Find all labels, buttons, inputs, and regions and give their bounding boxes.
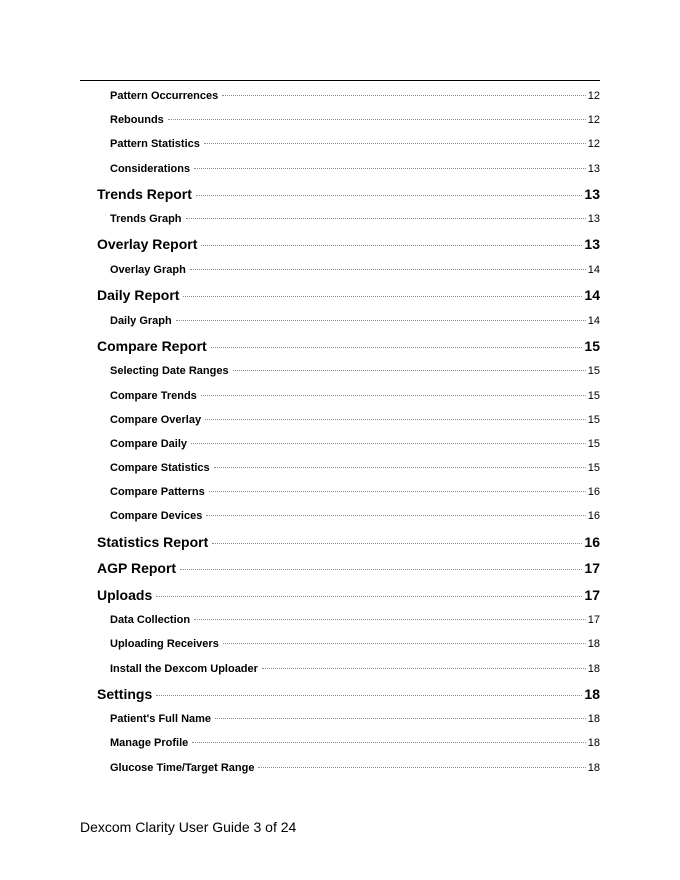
toc-entry-page-number: 13 xyxy=(584,236,600,253)
toc-entry-page-number: 14 xyxy=(587,314,600,327)
page-footer: Dexcom Clarity User Guide 3 of 24 xyxy=(80,819,297,835)
toc-entry-title: Compare Devices xyxy=(110,510,203,523)
toc-subsection-entry[interactable] xyxy=(80,608,600,632)
toc-subsection-entry[interactable] xyxy=(80,731,600,755)
toc-entry-page-number: 17 xyxy=(587,614,600,627)
toc-section-entry[interactable] xyxy=(80,333,600,360)
toc-entry-title: Statistics Report xyxy=(97,533,209,550)
toc-subsection-entry[interactable] xyxy=(80,108,600,132)
toc-entry-page-number: 15 xyxy=(587,462,600,475)
toc-entry-page-number: 12 xyxy=(587,114,600,127)
toc-entry-title: Trends Graph xyxy=(110,213,182,226)
toc-dot-leader xyxy=(222,95,586,96)
toc-entry-title: Manage Profile xyxy=(110,737,189,750)
toc-dot-leader xyxy=(192,742,586,743)
toc-dot-leader xyxy=(156,695,582,696)
toc-dot-leader xyxy=(209,491,586,492)
toc-entry-page-number: 13 xyxy=(587,162,600,175)
toc-entry-title: Settings xyxy=(97,685,153,702)
toc-subsection-entry[interactable] xyxy=(80,456,600,480)
toc-entry-page-number: 18 xyxy=(587,761,600,774)
toc-entry-page-number: 15 xyxy=(587,389,600,402)
toc-entry-title: Compare Daily xyxy=(110,437,188,450)
toc-subsection-entry[interactable] xyxy=(80,657,600,681)
toc-subsection-entry[interactable] xyxy=(80,84,600,108)
toc-entry-title: Pattern Occurrences xyxy=(110,90,219,102)
toc-entry-page-number: 13 xyxy=(584,185,600,202)
toc-entry-title: Data Collection xyxy=(110,614,191,627)
toc-entry-page-number: 15 xyxy=(587,365,600,378)
toc-dot-leader xyxy=(194,619,586,620)
toc-subsection-entry[interactable] xyxy=(80,132,600,156)
toc-entry-title: Compare Overlay xyxy=(110,413,202,426)
toc-dot-leader xyxy=(223,643,586,644)
toc-dot-leader xyxy=(156,596,582,597)
header-rule xyxy=(80,80,600,81)
toc-entry-title: Install the Dexcom Uploader xyxy=(110,662,258,675)
toc-section-entry[interactable] xyxy=(80,582,600,609)
toc-subsection-entry[interactable] xyxy=(80,384,600,408)
toc-dot-leader xyxy=(262,668,586,669)
toc-entry-title: AGP Report xyxy=(97,560,177,577)
toc-section-entry[interactable] xyxy=(80,282,600,309)
toc-entry-page-number: 12 xyxy=(587,138,600,151)
toc-entry-title: Uploads xyxy=(97,586,153,603)
toc-entry-page-number: 16 xyxy=(584,533,600,550)
toc-entry-page-number: 16 xyxy=(587,510,600,523)
toc-dot-leader xyxy=(206,515,585,516)
toc-entry-page-number: 15 xyxy=(587,413,600,426)
toc-entry-title: Daily Graph xyxy=(110,314,172,327)
toc-subsection-entry[interactable] xyxy=(80,207,600,231)
toc-entry-title: Pattern Statistics xyxy=(110,138,200,151)
toc-subsection-entry[interactable] xyxy=(80,432,600,456)
toc-entry-page-number: 12 xyxy=(587,90,600,102)
toc-entry-title: Glucose Time/Target Range xyxy=(110,761,255,774)
toc-subsection-entry[interactable] xyxy=(80,359,600,383)
toc-dot-leader xyxy=(176,320,586,321)
toc-dot-leader xyxy=(186,218,586,219)
toc-section-entry[interactable] xyxy=(80,555,600,582)
toc-subsection-entry[interactable] xyxy=(80,756,600,780)
toc-subsection-entry[interactable] xyxy=(80,480,600,504)
table-of-contents xyxy=(80,84,600,780)
toc-entry-title: Uploading Receivers xyxy=(110,638,219,651)
toc-entry-title: Compare Trends xyxy=(110,389,197,402)
toc-dot-leader xyxy=(183,296,582,297)
toc-entry-page-number: 18 xyxy=(587,737,600,750)
toc-entry-page-number: 15 xyxy=(584,337,600,354)
toc-dot-leader xyxy=(194,168,586,169)
toc-dot-leader xyxy=(211,347,583,348)
toc-entry-title: Selecting Date Ranges xyxy=(110,365,229,378)
toc-entry-title: Daily Report xyxy=(97,287,180,304)
toc-entry-page-number: 14 xyxy=(584,287,600,304)
toc-dot-leader xyxy=(212,543,582,544)
toc-entry-title: Considerations xyxy=(110,162,191,175)
toc-section-entry[interactable] xyxy=(80,529,600,556)
toc-dot-leader xyxy=(196,195,583,196)
toc-subsection-entry[interactable] xyxy=(80,309,600,333)
toc-entry-page-number: 18 xyxy=(587,713,600,726)
toc-subsection-entry[interactable] xyxy=(80,632,600,656)
toc-entry-page-number: 16 xyxy=(587,486,600,499)
toc-entry-page-number: 18 xyxy=(587,662,600,675)
toc-subsection-entry[interactable] xyxy=(80,157,600,181)
toc-dot-leader xyxy=(168,119,586,120)
toc-entry-page-number: 18 xyxy=(584,685,600,702)
toc-entry-title: Compare Patterns xyxy=(110,486,205,499)
toc-dot-leader xyxy=(258,767,585,768)
toc-section-entry[interactable] xyxy=(80,681,600,708)
toc-entry-page-number: 15 xyxy=(587,437,600,450)
toc-dot-leader xyxy=(204,143,586,144)
toc-dot-leader xyxy=(215,718,586,719)
toc-dot-leader xyxy=(214,467,586,468)
toc-dot-leader xyxy=(201,395,586,396)
toc-entry-page-number: 13 xyxy=(587,213,600,226)
toc-entry-page-number: 17 xyxy=(584,560,600,577)
toc-dot-leader xyxy=(201,245,582,246)
toc-entry-page-number: 17 xyxy=(584,586,600,603)
toc-entry-title: Overlay Graph xyxy=(110,263,186,276)
toc-section-entry[interactable] xyxy=(80,181,600,208)
toc-dot-leader xyxy=(205,419,586,420)
toc-entry-title: Compare Statistics xyxy=(110,462,210,475)
toc-entry-title: Compare Report xyxy=(97,337,207,354)
toc-entry-page-number: 14 xyxy=(587,263,600,276)
toc-subsection-entry[interactable] xyxy=(80,258,600,282)
toc-dot-leader xyxy=(180,569,582,570)
toc-entry-title: Rebounds xyxy=(110,114,164,127)
toc-dot-leader xyxy=(233,370,586,371)
toc-section-entry[interactable] xyxy=(80,231,600,258)
toc-entry-page-number: 18 xyxy=(587,638,600,651)
toc-entry-title: Trends Report xyxy=(97,185,192,202)
toc-subsection-entry[interactable] xyxy=(80,504,600,528)
toc-subsection-entry[interactable] xyxy=(80,408,600,432)
toc-entry-title: Patient's Full Name xyxy=(110,713,212,726)
toc-dot-leader xyxy=(191,443,586,444)
toc-dot-leader xyxy=(190,269,586,270)
toc-subsection-entry[interactable] xyxy=(80,707,600,731)
toc-entry-title: Overlay Report xyxy=(97,236,198,253)
